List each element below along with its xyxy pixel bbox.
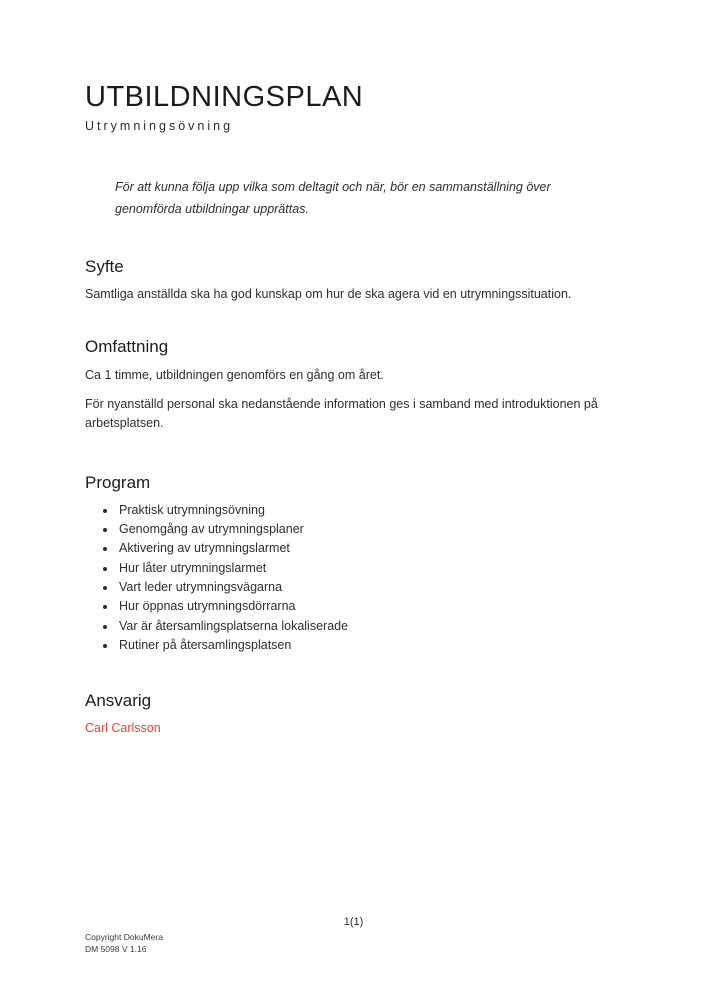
- syfte-body: Samtliga anställda ska ha god kunskap om hur de ska agera vid en utrymningssituation.: [85, 287, 572, 302]
- program-bullet: • Aktivering av utrymningslarmet: [117, 539, 621, 558]
- program-bullet: • Var är återsamlingsplatserna lokaliserade: [117, 617, 621, 636]
- omfattning-paragraph-1: Ca 1 timme, utbildningen genomförs en gång om året.: [85, 368, 384, 383]
- program-bullet-list: [85, 501, 621, 655]
- program-bullet: • Praktisk utrymningsövning: [117, 501, 621, 520]
- page-number: 1(1): [343, 916, 364, 928]
- copyright-block: [85, 932, 163, 955]
- responsible-person-name: Carl Carlsson: [85, 720, 161, 735]
- section-omfattning: [85, 337, 621, 433]
- program-bullet: • Rutiner på återsamlingsplatsen: [117, 636, 621, 655]
- section-syfte: [85, 257, 621, 304]
- section-ansvarig: [85, 691, 621, 736]
- program-bullet: • Vart leder utrymningsvägarna: [117, 578, 621, 597]
- program-bullet: • Hur öppnas utrymningsdörrarna: [117, 597, 621, 616]
- section-heading-syfte: Syfte: [85, 256, 124, 276]
- intro-note: För att kunna följa upp vilka som deltagit och när, bör en sammanställning över genomförda utbildningar upprättas.: [115, 179, 551, 216]
- section-program: [85, 473, 621, 655]
- section-heading-omfattning: Omfattning: [85, 337, 169, 357]
- document-content: [0, 82, 707, 737]
- program-bullet: • Hur låter utrymningslarmet: [117, 559, 621, 578]
- omfattning-paragraph-2: För nyanställd personal ska nedanstående information ges i samband med introduktionen på arbetsplatsen.: [85, 397, 598, 431]
- document-title: UTBILDNINGSPLAN: [85, 81, 364, 113]
- program-bullet: • Genomgång av utrymningsplaner: [117, 520, 621, 539]
- copyright-line: Copyright DokuMera: [85, 932, 163, 942]
- section-heading-ansvarig: Ansvarig: [85, 691, 152, 711]
- document-version-line: DM 5098 V 1.16: [85, 943, 147, 954]
- document-subtitle: Utrymningsövning: [85, 118, 234, 133]
- section-heading-program: Program: [85, 473, 151, 493]
